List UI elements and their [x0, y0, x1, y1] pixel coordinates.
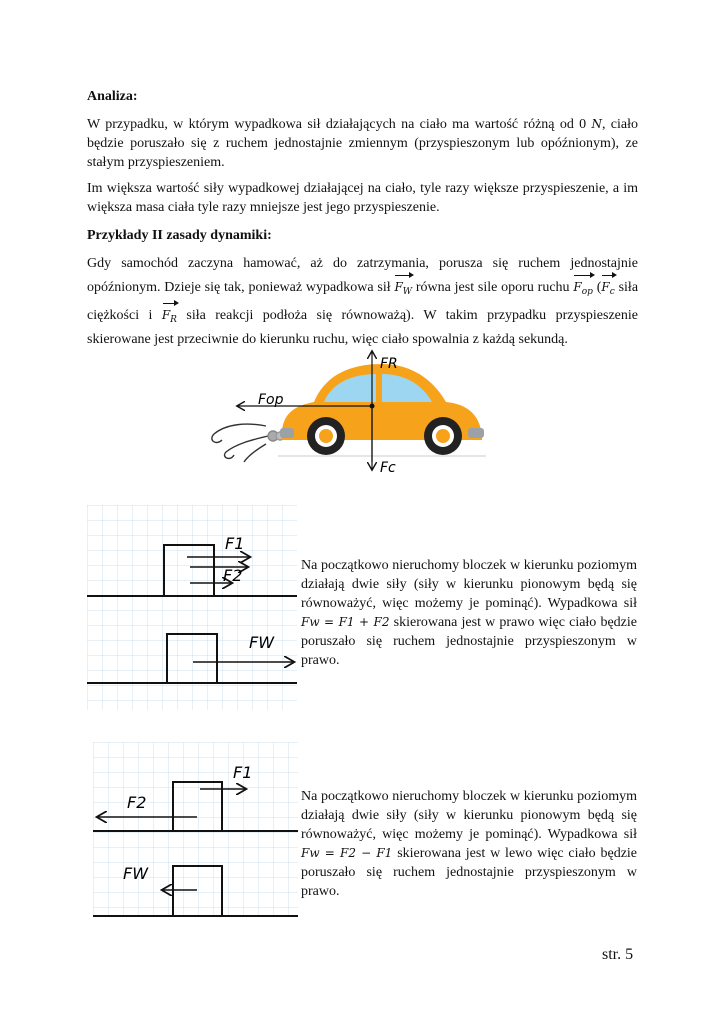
analysis-heading: Analiza:: [87, 89, 138, 104]
label-fop: Fop: [258, 392, 284, 408]
diagram-1-caption: Na początkowo nieruchomy bloczek w kierunku poziomym działają dwie siły (siły w kierunku pionowym będą się równoważyć, więc możemy je pominąć). Wypadkowa sił Fw = F1 + F2 skierowana jest w prawo więc ciało będzie poruszało się ruchem jednostajnie przyspieszonym w prawo.: [301, 558, 637, 668]
vector-fc: $F_c$: [601, 274, 614, 302]
d1-label-fw: FW: [249, 633, 275, 652]
vector-fr: $F_R$: [162, 302, 177, 330]
label-fc: Fc: [380, 460, 396, 476]
vector-fw: $F_W$: [394, 274, 412, 302]
label-fr: FR: [380, 356, 398, 372]
diagram-2: [93, 742, 298, 917]
d2-label-fw: FW: [123, 864, 149, 883]
examples-heading: Przykłady II zasady dynamiki:: [87, 228, 272, 243]
page-number: str. 5: [602, 946, 634, 963]
d1-label-f2: F2: [223, 566, 243, 585]
wind-swirls: [212, 424, 284, 462]
paragraph-1: W przypadku, w którym wypadkowa sił działających na ciało ma wartość różną od 0 N, ciało będzie poruszało się z ruchem jednostajnie zmiennym (przyspieszonym lub opóźnionym), ze stałym przyspieszeniem.: [87, 117, 638, 170]
diagram-1: [87, 505, 297, 710]
d2-label-f2: F2: [127, 793, 147, 812]
diagram-2-caption: Na początkowo nieruchomy bloczek w kierunku poziomym działają dwie siły (siły w kierunku pionowym będą się równoważyć, więc możemy je pominąć). Wypadkowa sił Fw = F2 − F1 skierowana jest w lewo więc ciało będzie poruszało się ruchem jednostajnie przyspieszonym w prawo.: [301, 789, 638, 899]
d1-label-f1: F1: [225, 534, 245, 553]
paragraph-3: Gdy samochód zaczyna hamować, aż do zatrzymania, porusza się ruchem jednostajnie opóźnionym. Dzieje się tak, ponieważ wypadkowa sił $F_W$ równa jest sile oporu ruchu $F_{op}$ ($F_c$ siła ciężkości i $F_R$ siła reakcji podłoża się równoważą). W takim przypadku przyspieszenie skierowane jest przeciwnie do kierunku ruchu, więc ciało spowalnia z każdą sekundą.: [87, 256, 639, 347]
paragraph-2: Im większa wartość siły wypadkowej działającej na ciało, tyle razy większe przyspieszenie, a im większa masa ciała tyle razy mniejsze jest jego przyspieszenie.: [87, 181, 638, 215]
d2-label-f1: F1: [233, 763, 253, 782]
car-illustration: [196, 344, 496, 480]
vector-fop: $F_{op}$: [573, 274, 593, 302]
